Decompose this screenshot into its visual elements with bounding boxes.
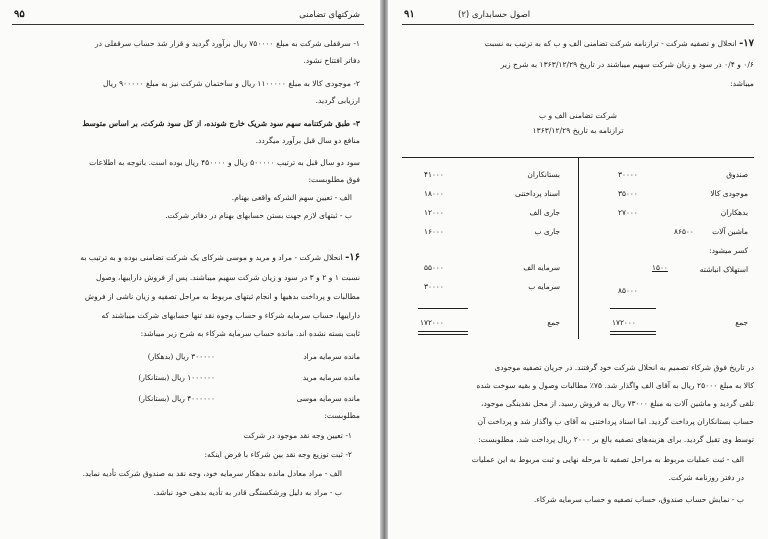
paragraph-line: منافع دو سال قبل برآورد میگردد. [255,136,360,145]
question-title: انحلال و تصفیه شرکت - ترازنامه شرکت تضامنی الف و ب که به ترتیب به نسبت [484,39,737,48]
asset-amount: ۸۶۵۰۰ [674,227,694,236]
liability-amount: ۱۸۰۰۰ [424,189,444,198]
capital-amount: ۳۰۰۰۰ [424,282,444,291]
required-item: ۱- تعیین وجه نقد موجود در شرکت [243,431,352,440]
balance-amount: ۱۰۰۰۰۰۰ ریال (بستانکار) [138,373,215,382]
paragraph-line: فوق مطلوبست: [308,175,360,184]
asset-label: بدهکاران [720,208,748,217]
paragraph-line: ارزیابی گردید. [315,96,360,105]
asset-total-rule [610,308,656,309]
paragraph-line: ثابت بسته نشده اند. مانده حساب سرمایه شرکاء به شرح زیر میباشد: [140,329,360,338]
required-heading: مطلوبست: [324,411,360,420]
paragraph-line: میباشد: [730,79,754,88]
paragraph-line: نسبت ۱ و ۲ و ۳ در سود و زیان شرکت سهیم میباشند. پس از فروش داراییها، وصول [95,273,360,282]
running-header: اصول حسابداری (۲) [458,10,531,20]
balance-label: مانده سرمایه موسی [296,394,360,403]
paragraph-line: در تاریخ فوق شرکاء تصمیم به انحلال شرکت خود گرفتند. در جریان تصفیه موجودی [494,363,754,372]
balance-sheet-date: ترازنامه به تاریخ ۱۳۶۳/۱۲/۲۹ [532,126,624,135]
paragraph-line: کالا به مبلغ ۲۵۰۰۰ ریال به آقای الف واگذار شد. ۷۵٪ مطالبات وصول و بقیه سوخت شده [476,381,754,390]
question-number: ۱۷- [739,38,754,49]
paragraph-line: ۳- طبق شرکتنامه سهم سود شریک خارج شونده، از کل سود شرکت، بر اساس متوسط [82,119,360,128]
balance-label: مانده سرمایه مرید [302,373,360,382]
paragraph-line: در دفتر روزنامه شرکت. [668,473,744,482]
capital-amount: ۵۵۰۰۰ [424,263,444,272]
asset-amount: ۳۵۰۰۰ [618,189,638,198]
page-number: ۹۱ [404,9,415,20]
question-16-heading [80,250,360,267]
paragraph-line: تلقی گردید و ماشین آلات به مبلغ ۷۳۰۰۰ ریال به فروش رسید. از محل نقدینگی موجود، [481,399,754,408]
paragraph-line: الف - تعیین سهم الشرکه واقعی بهنام. [231,193,352,202]
balance-sheet-company: شرکت تضامنی الف و ب [538,111,618,120]
paragraph-line: سود دو سال قبل به ترتیب ۵۰۰۰۰۰ ریال و ۴۵۰۰۰۰ ریال بوده است. باتوجه به اطلاعات [89,158,360,167]
balance-label: مانده سرمایه مراد [303,352,360,361]
liability-label: بستانکاران [527,170,560,179]
liability-amount: ۴۱۰۰۰ [424,170,444,179]
required-item: ۲- ثبت توزیع وجه نقد بین شرکاء با فرض اینکه: [204,450,352,459]
assets-total-amount: ۱۷۲۰۰۰ [612,318,636,327]
asset-label: ماشین آلات [712,227,748,236]
deduct-label: کسر میشود: [709,246,748,255]
question-17-heading [485,36,754,53]
paragraph-line: ب - ثبتهای لازم جهت بستن حسابهای بهنام در دفاتر شرکت. [165,211,352,220]
asset-label: موجودی کالا [710,189,748,198]
capital-label: سرمایه ب [528,282,560,291]
asset-total-double-rule [610,331,656,335]
paragraph-line: ب - نمایش حساب صندوق، حساب تصفیه و حساب سرمایه شرکاء. [533,495,744,504]
paragraph-line: ۰/۶ و ۰/۴ در سود و زیان شرکت سهیم میباشند در تاریخ ۱۳۶۳/۱۲/۲۹ به شرح زیر [500,60,754,69]
liability-label: جاری الف [529,208,560,217]
paragraph-line: مطالبات و پرداخت بدهیها و انجام ثبتهای مربوط به مراحل تصفیه و زیان ناشی از فروش [84,292,360,301]
liability-amount: ۱۲۰۰۰ [424,208,444,217]
running-header: شرکتهای تضامنی [299,10,360,20]
liability-label: اسناد پرداختنی [514,189,560,198]
accumulated-depreciation-label: استهلاک انباشته [699,265,748,274]
question-number: ۱۶- [345,252,360,263]
right-page [388,0,768,539]
assets-total-label: جمع [735,318,748,327]
paragraph-line: حساب بستانکاران پرداخت گردید. اما اسناد پرداختنی به آقای ب واگذار شد و پرداخت آن [477,417,754,426]
balance-amount: ۴۰۰۰۰۰۰ ریال (بستانکار) [138,394,215,403]
header-rule [12,24,364,25]
book-gutter [380,0,388,539]
paragraph-line: الف - ثبت عملیات مربوط به مراحل تصفیه تا مرحله نهایی و ثبت مربوط به این عملیات [471,455,744,464]
balance-amount: ۳۰۰۰۰۰ ریال (بدهکار) [147,352,215,361]
required-item: ب - مراد به دلیل ورشکستگی قادر به تأدیه بدهی خود نباشد. [153,488,342,497]
liability-label: جاری ب [534,227,560,236]
liability-amount: ۱۶۰۰۰ [424,227,444,236]
question-title: انحلال شرکت - مراد و مرید و موسی شرکای یک شرکت تضامنی بوده و به ترتیب به [80,253,343,262]
paragraph-line: داراییها، حساب سرمایه شرکاء و حساب وجوه نقد تنها حسابهای شرکت میباشند که [101,311,360,320]
asset-amount: ۳۰۰۰۰ [618,170,638,179]
paragraph-line: ۲- موجودی کالا به مبلغ ۱۱۰۰۰۰۰ ریال و ساختمان شرکت نیز به مبلغ ۹۰۰۰۰۰ ریال [103,79,360,88]
liability-total-rule [418,308,468,309]
header-rule [402,24,754,25]
liabilities-total-label: جمع [547,318,560,327]
asset-label: صندوق [726,170,748,179]
capital-label: سرمایه الف [523,263,560,272]
liability-total-double-rule [418,331,468,335]
paragraph-line: توسط وی تقبل گردید. برای هزینه‌های تصفیه بالغ بر ۲۰۰۰ ریال پرداخت شد. مطلوبست: [478,435,754,444]
paragraph-line: دفاتر افتتاح نشود. [303,56,360,65]
asset-amount: ۲۷۰۰۰ [618,208,638,217]
page-number: ۹۵ [14,9,25,20]
liabilities-total-amount: ۱۷۲۰۰۰ [420,318,444,327]
accumulated-depreciation-amount: ۱۵۰۰ [652,263,668,272]
net-machinery-amount: ۸۵۰۰۰ [618,286,638,295]
paragraph-line: ۱- سرقفلی شرکت به مبلغ ۷۵۰۰۰۰ ریال برآورد گردید و قرار شد حساب سرقفلی در [94,39,360,48]
table-divider [578,157,579,339]
left-page [0,0,380,539]
required-item: الف - مراد معادل مانده بدهکار سرمایه خود، وجه نقد به صندوق شرکت تأدیه نماید. [82,469,342,478]
